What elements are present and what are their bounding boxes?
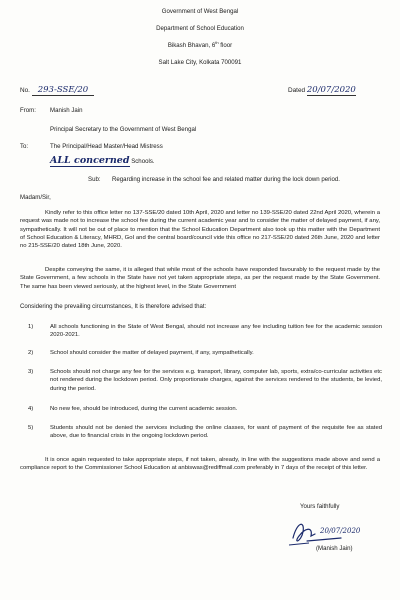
subject-label: Sub:: [88, 176, 101, 183]
yours-faithfully: Yours faithfully: [300, 503, 340, 510]
from-name: Manish Jain: [50, 107, 83, 114]
memo-number-label: No.: [20, 87, 30, 94]
point-number: 3): [28, 369, 34, 375]
point-text: No new fee, should be introduced, during the current academic session.: [50, 406, 238, 412]
header-government: Government of West Bengal: [161, 8, 239, 15]
signature-date: 20/07/2020: [320, 527, 361, 535]
paragraph-reference: Kindly refer to this office letter no 137-SSE/20 dated 10th April, 2020 and letter no 139-SSE/20 dated 22nd April 2020, wherein a request was made not to increase the school fee during the current academic year and to consider the matter of delayed payment, if any, sympathetically. It will not be out of place to mention that the School Education Department also took up this matter with the Department of School Education & Literacy, MHRD, GoI and the central board/council vide this office no 217-SSE/20 dated 26th June, 2020 and letter no 215-SSE/20 dated 18th June, 2020.: [20, 210, 380, 250]
paragraph-considering: Considering the prevailing circumstances, It is therefore advised that:: [20, 303, 207, 310]
memo-number-value: 293-SSE/20: [32, 85, 94, 96]
point-text: All schools functioning in the State of West Bengal, should not increase any fee including tuition fee for the academic session 2020-2021.: [50, 324, 382, 339]
point-number: 5): [28, 425, 34, 431]
header-department: Department of School Education: [156, 25, 244, 32]
paragraph-closing: It is once again requested to take appropriate steps, if not taken, already, in line with the suggestions made above and send a compliance report to the Commissioner School Education at anbiswas@rediffmail.com preferably in 7 days of the receipt of this letter.: [20, 457, 380, 472]
point-text: Students should not be denied the services including the online classes, for want of payment of the requisite fee as stated above, due to financial crisis in the ongoing lockdown period.: [50, 425, 382, 440]
memo-date-value: 20/07/2020: [306, 85, 356, 95]
header-address-floor: floor: [218, 42, 233, 49]
to-schools-suffix: Schools.: [129, 158, 155, 165]
header-address-text: Bikash Bhavan, 6: [167, 42, 216, 49]
point-text: Schools should not charge any fee for the services e.g. transport, library, computer lab, sports, extra/co-curricular activities etc not rendered during the lockdown period. Only proportionate charges, against the services rendered to the students, be levied, during the period.: [50, 369, 382, 392]
to-line: The Principal/Head Master/Head Mistress: [50, 143, 163, 150]
from-label: From:: [20, 107, 36, 114]
paragraph-despite: Despite conveying the same, it is alleged that while most of the schools have responded favourably to the request made by the State Government, a few schools in the State have not yet taken appropriate steps, as per the request made by the State Government. The same has been viewed seriously, at the highest level, in the State Government: [20, 267, 380, 290]
to-schools: [50, 157, 155, 166]
header-address-sup: th: [215, 39, 219, 45]
memo-number: [20, 86, 94, 95]
point-text: School should consider the matter of delayed payment, if any, sympathetically.: [50, 350, 254, 356]
to-handwritten: ALL concerned: [50, 155, 130, 166]
point-number: 4): [28, 406, 34, 412]
point-number: 1): [28, 324, 34, 330]
memo-date: [288, 86, 356, 95]
subject-text: Regarding increase in the school fee and related matter during the lock down period.: [112, 176, 340, 183]
memo-date-label: Dated: [288, 87, 306, 94]
point-number: 2): [28, 350, 34, 356]
header-address: [0, 39, 400, 50]
to-label: To:: [20, 143, 29, 150]
signatory-name: (Manish Jain): [316, 545, 353, 552]
header-city: Salt Lake City, Kolkata 700091: [158, 59, 242, 66]
salutation: Madam/Sir,: [20, 194, 51, 201]
from-designation: Principal Secretary to the Government of West Bengal: [50, 126, 197, 133]
